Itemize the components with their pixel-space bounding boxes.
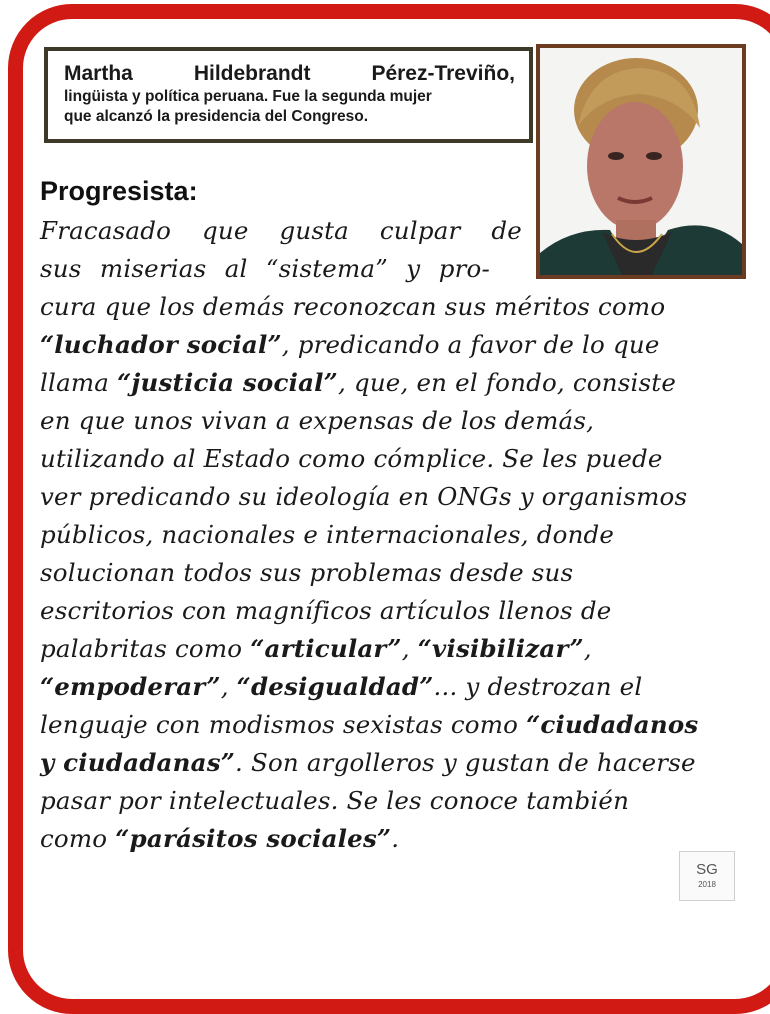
text-line: “luchador social”, predicando a favor de lo que [40, 330, 660, 359]
text-line: utilizando al Estado como cómplice. Se les puede [40, 444, 663, 473]
sg-stamp [679, 851, 735, 901]
text-line: como “parásitos sociales”. [40, 824, 400, 853]
text-line: lenguaje con modismos sexistas como “ciudadanos [40, 710, 699, 739]
definition-text [40, 212, 740, 858]
person-description: lingüista y política peruana. Fue la segunda mujer que alcanzó la presidencia del Congreso. [64, 88, 432, 125]
text-line: Fracasado que gusta culpar de [40, 216, 522, 245]
text-line: solucionan todos sus problemas desde sus [40, 558, 574, 587]
text-line: y ciudadanas”. Son argolleros y gustan de hacerse [40, 748, 696, 777]
text-line: escritorios con magníficos artículos llenos de [40, 596, 612, 625]
text-line: llama “justicia social”, que, en el fondo, consiste [40, 368, 677, 397]
text-line: públicos, nacionales e internacionales, donde [40, 520, 615, 549]
text-line: pasar por intelectuales. Se les conoce también [40, 786, 630, 815]
text-line: sus miserias al “sistema” y pro- [40, 254, 490, 283]
person-name: Martha Hildebrandt Pérez-Treviño, [64, 62, 515, 85]
progresista-heading: Progresista: [40, 176, 198, 206]
text-line: palabritas como “articular”, “visibilizar”, [40, 634, 592, 663]
text-line: en que unos vivan a expensas de los demás, [40, 406, 595, 435]
stamp-year: 2018 [698, 880, 716, 889]
caption-box [44, 47, 533, 143]
text-line: “empoderar”, “desigualdad”... y destrozan el [40, 672, 643, 701]
text-line: ver predicando su ideología en ONGs y organismos [40, 482, 688, 511]
text-line: cura que los demás reconozcan sus méritos como [40, 292, 666, 321]
stamp-initials: SG [696, 861, 718, 878]
